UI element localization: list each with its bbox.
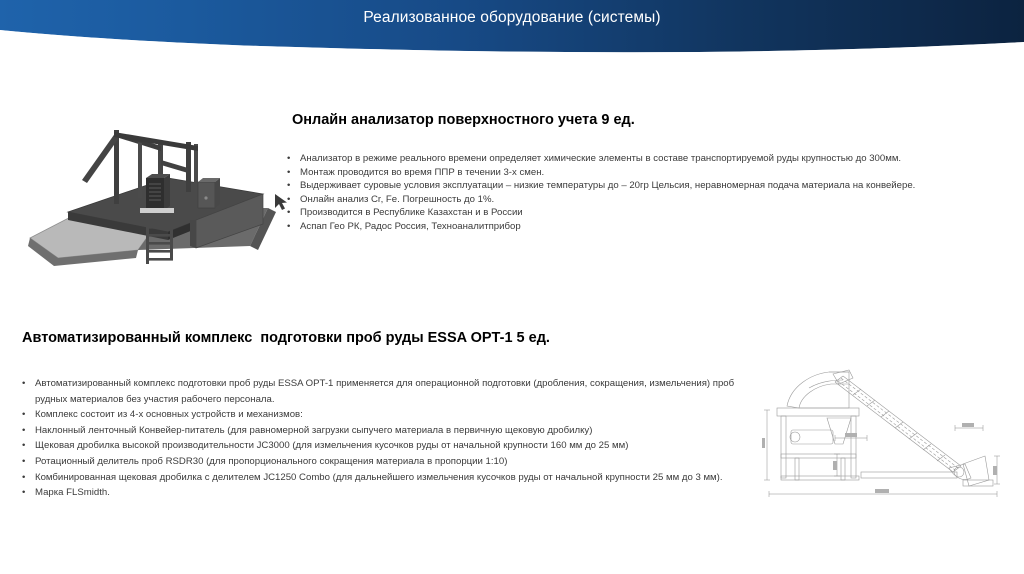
section-heading-analyzer: Онлайн анализатор поверхностного учета 9 ед.	[292, 112, 635, 128]
list-item: • Анализатор в режиме реального времени определяет химические элементы в составе транспортируемой руды крупностью до 300мм.	[287, 152, 1012, 166]
bullet-list-analyzer	[287, 152, 1012, 234]
section-heading-complex: Автоматизированный комплекс подготовки проб руды ESSA OPT-1 5 ед.	[22, 330, 550, 346]
list-item: • Аспап Гео РК, Радос Россия, Техноаналитприбор	[287, 220, 1012, 234]
list-item: • Автоматизированный комплекс подготовки проб руды ESSA OPT-1 применяется для операционной подготовки (дробления, сокращения, измельчения) проб рудных материалов без участия рабочего персонала.	[22, 376, 757, 407]
list-item: • Производится в Республике Казахстан и в России	[287, 206, 1012, 220]
list-item: • Комплекс состоит из 4-х основных устройств и механизмов:	[22, 407, 757, 423]
list-item: • Ротационный делитель проб RSDR30 (для пропорционального сокращения материала в пропорции 1:10)	[22, 454, 757, 470]
conveyor-crusher-cad-drawing-image	[757, 368, 1022, 508]
page-title: Реализованное оборудование (системы)	[363, 9, 661, 26]
analyzer-3d-render-image	[18, 120, 283, 270]
list-item: • Комбинированная щековая дробилка с делителем JC1250 Combo (для дальнейшего измельчения кусочков руды от начальной крупности 25 мм до 3 мм).	[22, 470, 757, 486]
list-item: • Щековая дробилка высокой производительности JC3000 (для измельчения кусочков руды от начальной крупности 160 мм до 25 мм)	[22, 438, 757, 454]
cursor-arrow-icon	[274, 193, 288, 211]
list-item: • Марка FLSmidth.	[22, 485, 757, 501]
bullet-list-complex	[22, 376, 757, 501]
list-item: • Наклонный ленточный Конвейер-питатель (для равномерной загрузки сыпучего материала в первичную щековую дробилку)	[22, 423, 757, 439]
list-item: • Выдерживает суровые условия эксплуатации – низкие температуры до – 20гр Цельсия, неравномерная подача материала на конвейере.	[287, 179, 1012, 193]
header-banner	[0, 0, 1024, 56]
list-item: • Онлайн анализ Cr, Fe. Погрешность до 1%.	[287, 193, 1012, 207]
list-item: • Монтаж проводится во время ППР в течении 3-х смен.	[287, 166, 1012, 180]
